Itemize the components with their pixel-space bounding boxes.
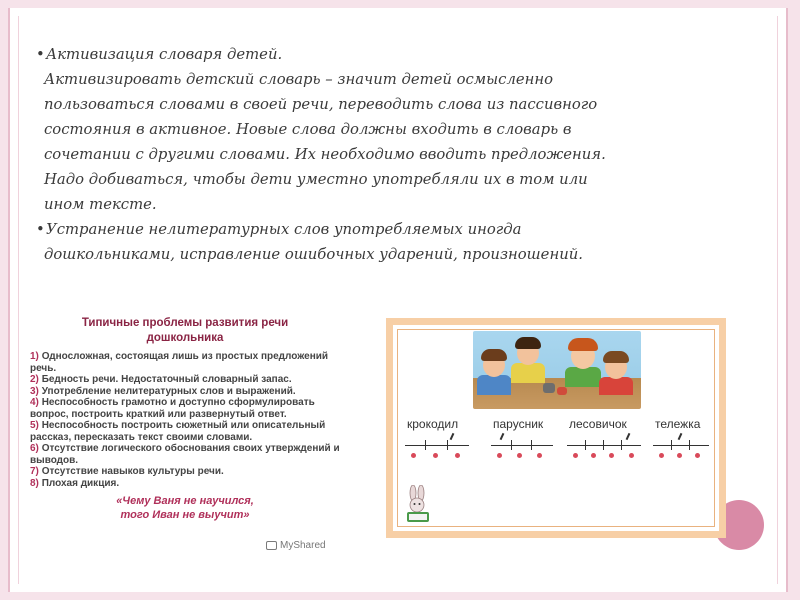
vowel-dot <box>497 453 502 458</box>
bullet-1-line-6: ином тексте. <box>44 196 157 213</box>
scheme-line <box>653 445 709 446</box>
vowel-dot <box>411 453 416 458</box>
list-item <box>30 397 340 420</box>
list-item-text: Неспособность грамотно и доступно сформулировать вопрос, построить краткий или развернутый ответ. <box>30 397 315 420</box>
list-item <box>30 478 340 490</box>
scheme-divider <box>511 440 512 450</box>
bullet-1-line-3: состояния в активное. Новые слова должны входить в словарь в <box>44 121 572 138</box>
vowel-dot <box>537 453 542 458</box>
speech-problems-title <box>30 316 340 346</box>
list-item-number: 3) <box>30 385 39 397</box>
vowel-dot <box>517 453 522 458</box>
bullet-2-line-2: дошкольниками, исправление ошибочных ударений, произношений. <box>44 246 583 263</box>
scheme-divider <box>425 440 426 450</box>
child-body <box>477 375 511 395</box>
child-body <box>511 363 545 383</box>
bullet-1-line-2: пользоваться словами в своей речи, переводить слова из пассивного <box>44 96 598 113</box>
bullet-2-line-1 <box>24 217 684 242</box>
word-label: парусник <box>493 417 544 431</box>
scheme-divider <box>689 440 690 450</box>
list-item-text: Употребление нелитературных слов и выражений. <box>41 385 296 397</box>
list-item-number: 5) <box>30 420 39 431</box>
syllable-scheme <box>405 433 469 465</box>
toy <box>543 383 555 393</box>
list-item <box>30 420 340 443</box>
speech-problems-list <box>30 351 340 489</box>
bullet-icon: • <box>36 46 45 63</box>
list-item-number: 1) <box>30 351 39 362</box>
vowel-dot <box>677 453 682 458</box>
list-item-text: Неспособность построить сюжетный или описательный рассказ, пересказать текст своими словами. <box>30 420 326 443</box>
syllable-scheme <box>491 433 553 465</box>
vowel-dot <box>659 453 664 458</box>
bullet-1-title <box>24 42 684 67</box>
vowel-dot <box>609 453 614 458</box>
vowel-dot <box>455 453 460 458</box>
proverb-quote <box>30 494 340 522</box>
syllable-scheme <box>567 433 641 465</box>
vowel-dot <box>433 453 438 458</box>
scheme-divider <box>671 440 672 450</box>
list-item-text: Отсутствие логического обоснования своих утверждений и выводов. <box>30 443 340 466</box>
stress-mark <box>450 433 455 440</box>
syllable-scheme <box>653 433 709 465</box>
bullet-1-line-4: сочетании с другими словами. Их необходимо вводить предложения. <box>44 146 606 163</box>
list-item-text: Плохая дикция. <box>41 477 120 489</box>
word-label: тележка <box>655 417 701 431</box>
list-item-number: 6) <box>30 443 39 454</box>
stress-mark <box>678 433 683 440</box>
syllable-scheme-image <box>386 318 726 538</box>
bullet-1-line-1: Активизировать детский словарь – значит детей осмысленно <box>44 71 554 88</box>
vowel-dot <box>591 453 596 458</box>
list-item <box>30 443 340 466</box>
word-label: крокодил <box>407 417 459 431</box>
child-hair <box>568 338 598 351</box>
proverb-line-2: того Иван не выучит» <box>120 509 250 521</box>
bullet-1-line-5: Надо добиваться, чтобы дети уместно употребляли их в том или <box>44 171 588 188</box>
myshared-logo-icon <box>266 541 277 550</box>
vowel-dot <box>573 453 578 458</box>
child-body <box>565 367 601 387</box>
list-item-number: 8) <box>30 477 39 489</box>
scheme-divider <box>621 440 622 450</box>
stress-mark <box>500 433 505 440</box>
child-body <box>599 377 633 395</box>
list-item <box>30 374 340 386</box>
children-illustration <box>473 331 641 409</box>
list-item-number: 4) <box>30 397 39 408</box>
scheme-line <box>405 445 469 446</box>
toy <box>557 387 567 395</box>
scheme-divider <box>531 440 532 450</box>
list-item-number: 7) <box>30 466 39 477</box>
list-item-text: Бедность речи. Недостаточный словарный запас. <box>41 374 292 385</box>
scheme-line <box>567 445 641 446</box>
list-item-number: 2) <box>30 374 39 385</box>
word-label: лесовичок <box>569 417 627 431</box>
list-item-text: Односложная, состоящая лишь из простых предложений речь. <box>30 351 329 374</box>
list-item <box>30 351 340 374</box>
rabbit-reading-icon <box>399 485 439 527</box>
bullet-1-title-text: Активизация словаря детей. <box>46 46 283 63</box>
vowel-dot <box>695 453 700 458</box>
scheme-divider <box>447 440 448 450</box>
child-hair <box>481 349 507 361</box>
child-hair <box>603 351 629 363</box>
myshared-label: MyShared <box>280 540 326 551</box>
speech-problems-title-line-1: Типичные проблемы развития речи <box>81 317 289 329</box>
child-hair <box>515 337 541 349</box>
speech-problems-image <box>30 316 340 556</box>
proverb-line-1: «Чему Ваня не научился, <box>116 495 254 507</box>
myshared-watermark[interactable] <box>266 540 326 551</box>
list-item <box>30 386 340 398</box>
bullet-2-line-1-text: Устранение нелитературных слов употребляемых иногда <box>46 221 522 238</box>
scheme-divider <box>603 440 604 450</box>
list-item <box>30 466 340 478</box>
list-item-text: Отсутствие навыков культуры речи. <box>41 466 224 477</box>
bullet-icon: • <box>36 221 45 238</box>
stress-mark <box>626 433 631 440</box>
main-text <box>24 42 684 267</box>
scheme-line <box>491 445 553 446</box>
vowel-dot <box>629 453 634 458</box>
scheme-divider <box>585 440 586 450</box>
speech-problems-title-line-2: дошкольника <box>146 332 224 344</box>
